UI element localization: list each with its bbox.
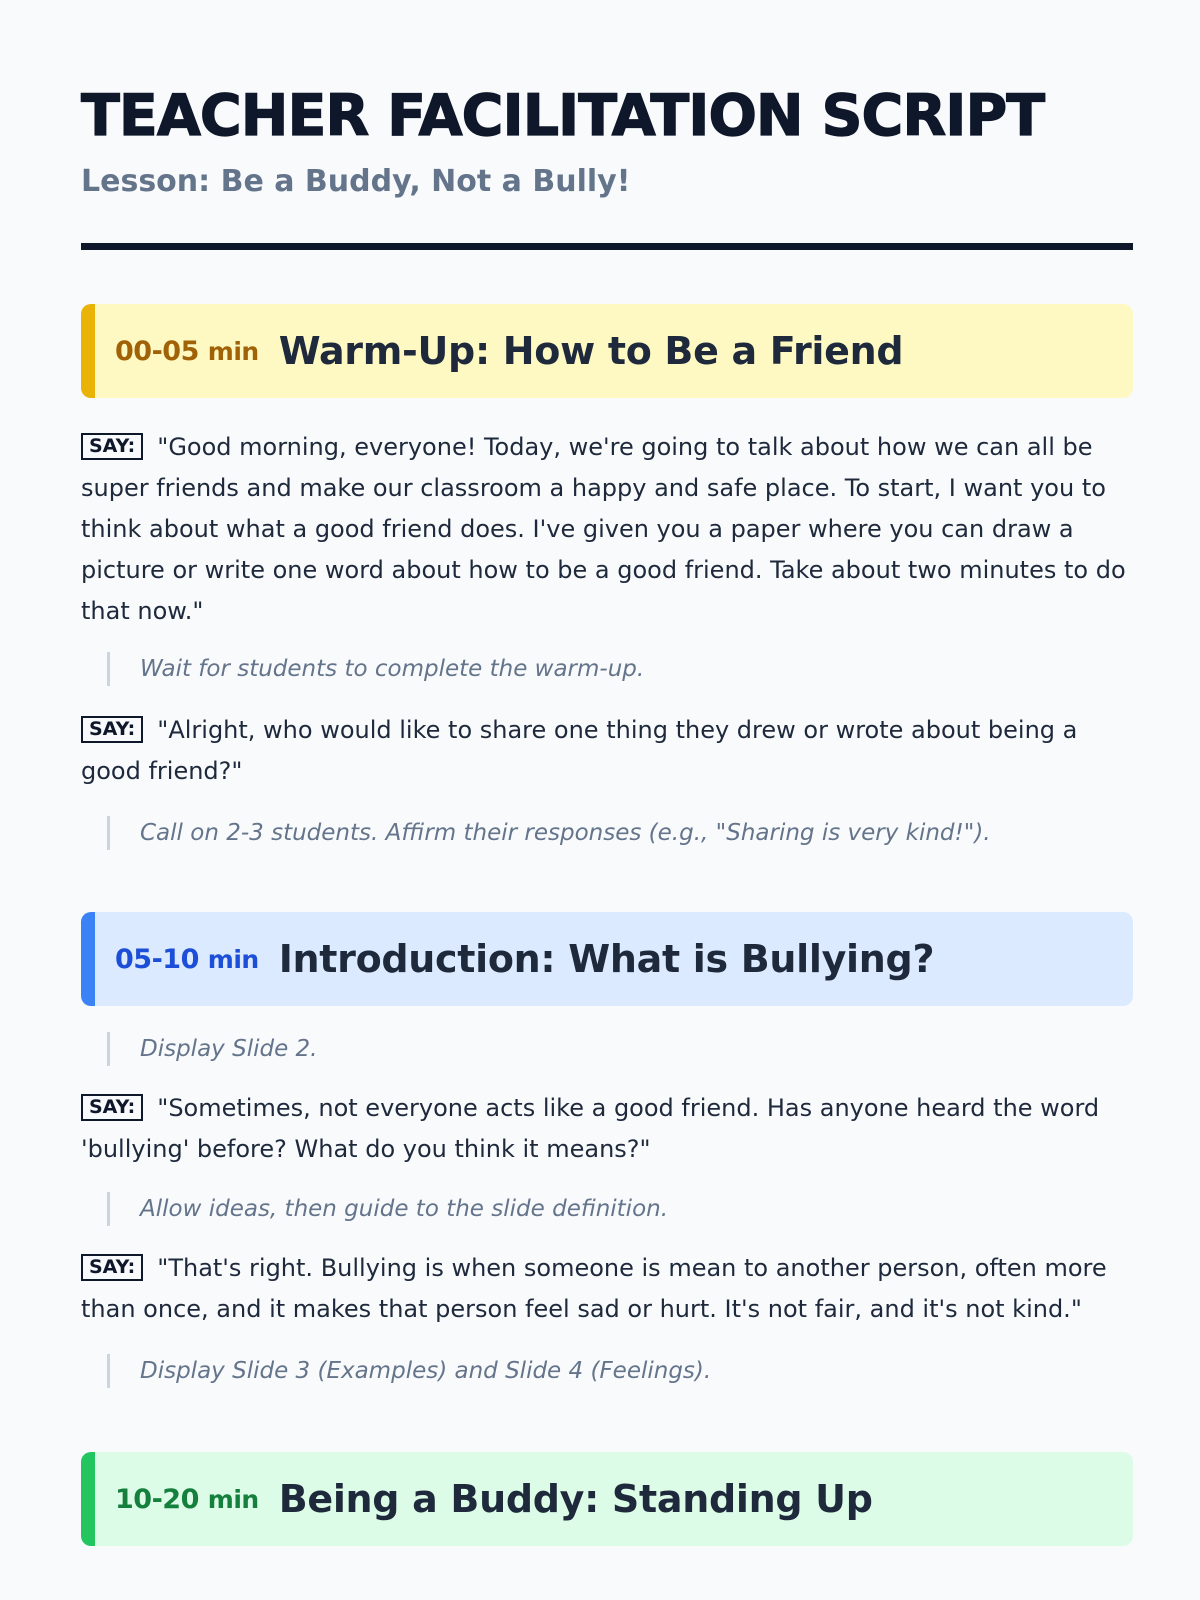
say-paragraph (81, 1248, 1133, 1330)
say-text: "Alright, who would like to share one thing they drew or wrote about being a good friend?" (81, 716, 1078, 785)
section-header-being-a-buddy (81, 1452, 1133, 1546)
say-tag: SAY: (81, 716, 143, 743)
say-tag: SAY: (81, 1094, 143, 1121)
section-time: 05-10 min (115, 943, 259, 975)
teacher-note: Call on 2-3 students. Affirm their responses (e.g., "Sharing is very kind!"). (107, 816, 1133, 850)
teacher-note: Wait for students to complete the warm-up. (107, 652, 1133, 686)
section-time: 10-20 min (115, 1483, 259, 1515)
say-text: "Sometimes, not everyone acts like a good friend. Has anyone heard the word 'bullying' before? What do you think it means?" (81, 1094, 1100, 1163)
say-text: "Good morning, everyone! Today, we're going to talk about how we can all be super friends and make our classroom a happy and safe place. To start, I want you to think about what a good friend does. I've given you a paper where you can draw a picture or write one word about how to be a good friend. Take about two minutes to do that now." (81, 433, 1126, 625)
say-paragraph (81, 710, 1133, 792)
section-title: Warm-Up: How to Be a Friend (278, 329, 904, 373)
say-paragraph (81, 427, 1133, 632)
teacher-note: Allow ideas, then guide to the slide definition. (107, 1192, 1133, 1226)
document-title: TEACHER FACILITATION SCRIPT (81, 83, 1045, 149)
say-tag: SAY: (81, 1254, 143, 1281)
teacher-note: Display Slide 3 (Examples) and Slide 4 (Feelings). (107, 1354, 1133, 1388)
section-title: Being a Buddy: Standing Up (278, 1477, 873, 1521)
section-header-introduction (81, 912, 1133, 1006)
section-time: 00-05 min (115, 335, 259, 367)
section-title: Introduction: What is Bullying? (278, 937, 935, 981)
say-text: "That's right. Bullying is when someone is mean to another person, often more than once, and it makes that person feel sad or hurt. It's not fair, and it's not kind." (81, 1254, 1107, 1323)
say-paragraph (81, 1088, 1133, 1170)
lesson-subtitle: Lesson: Be a Buddy, Not a Bully! (81, 164, 631, 199)
header-divider (81, 243, 1133, 250)
section-header-warm-up (81, 304, 1133, 398)
say-tag: SAY: (81, 433, 143, 460)
teacher-note: Display Slide 2. (107, 1032, 1133, 1066)
